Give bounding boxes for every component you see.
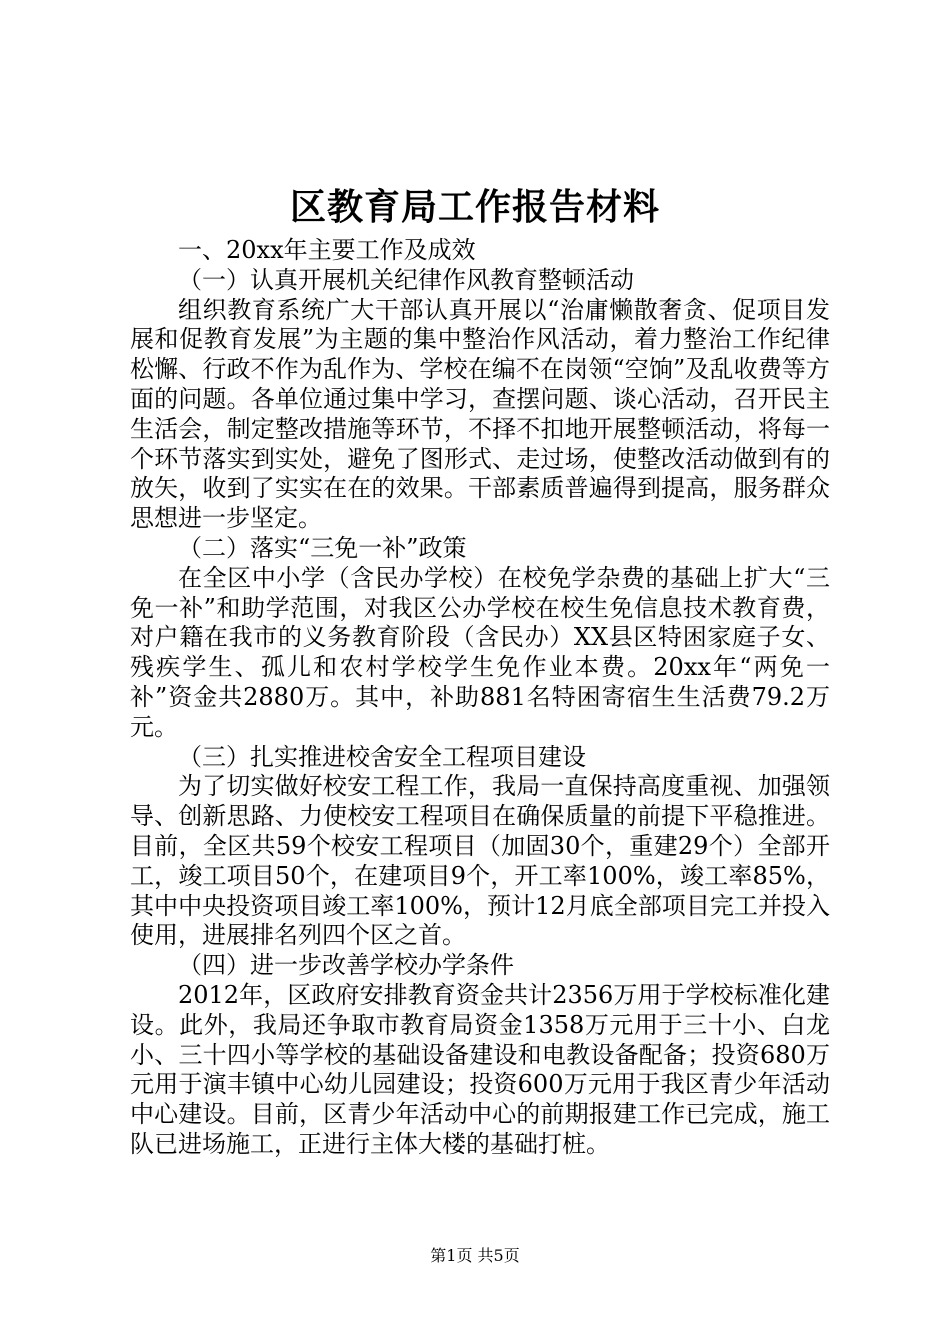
section-heading-2: （二）落实“三免一补”政策	[178, 533, 467, 562]
document-title: 区教育局工作报告材料	[289, 186, 660, 228]
section-paragraph-2: 在全区中小学（含民办学校）在校免学杂费的基础上扩大“三免一补”和助学范围，对我区公办学校在校生免信息技术教育费，对户籍在我市的义务教育阶段（含民办）XX县区特困家庭子女、残疾学生、孤儿和农村学校学生免作业本费。20xx年“两免一补”资金共2880万。其中，补助881名特困寄宿生生活费79.2万元。	[130, 563, 830, 741]
section-heading-1: （一）认真开展机关纪律作风教育整顿活动	[178, 265, 634, 294]
page-footer: 第1页 共5页	[430, 1246, 520, 1265]
section-paragraph-3: 为了切实做好校安工程工作，我局一直保持高度重视、加强领导、创新思路、力使校安工程项目在确保质量的前提下平稳推进。目前，全区共59个校安工程项目（加固30个，重建29个）全部开工，竣工项目50个，在建项目9个，开工率100%，竣工率85%，其中中央投资项目竣工率100%，预计12月底全部项目完工并投入使用，进展排名列四个区之首。	[130, 772, 830, 950]
section-heading-3: （三）扎实推进校舍安全工程项目建设	[178, 742, 586, 771]
section-paragraph-4: 2012年，区政府安排教育资金共计2356万用于学校标准化建设。此外，我局还争取市教育局资金1358万元用于三十小、白龙小、三十四小等学校的基础设备建设和电教设备配备；投资680万元用于演丰镇中心幼儿园建设；投资600万元用于我区青少年活动中心建设。目前，区青少年活动中心的前期报建工作已完成，施工队已进场施工，正进行主体大楼的基础打桩。	[130, 980, 830, 1158]
section-heading-4: （四）进一步改善学校办学条件	[178, 951, 514, 980]
section-paragraph-1: 组织教育系统广大干部认真开展以“治庸懒散奢贪、促项目发展和促教育发展”为主题的集中整治作风活动，着力整治工作纪律松懈、行政不作为乱作为、学校在编不在岗领“空饷”及乱收费等方面的问题。各单位通过集中学习，查摆问题、谈心活动，召开民主生活会，制定整改措施等环节，不择不扣地开展整顿活动，将每一个环节落实到实处，避免了图形式、走过场，使整改活动做到有的放矢，收到了实实在在的效果。干部素质普遍得到提高，服务群众思想进一步坚定。	[130, 295, 830, 533]
document-body	[130, 236, 830, 1160]
section-heading-main: 一、20xx年主要工作及成效	[178, 236, 476, 264]
